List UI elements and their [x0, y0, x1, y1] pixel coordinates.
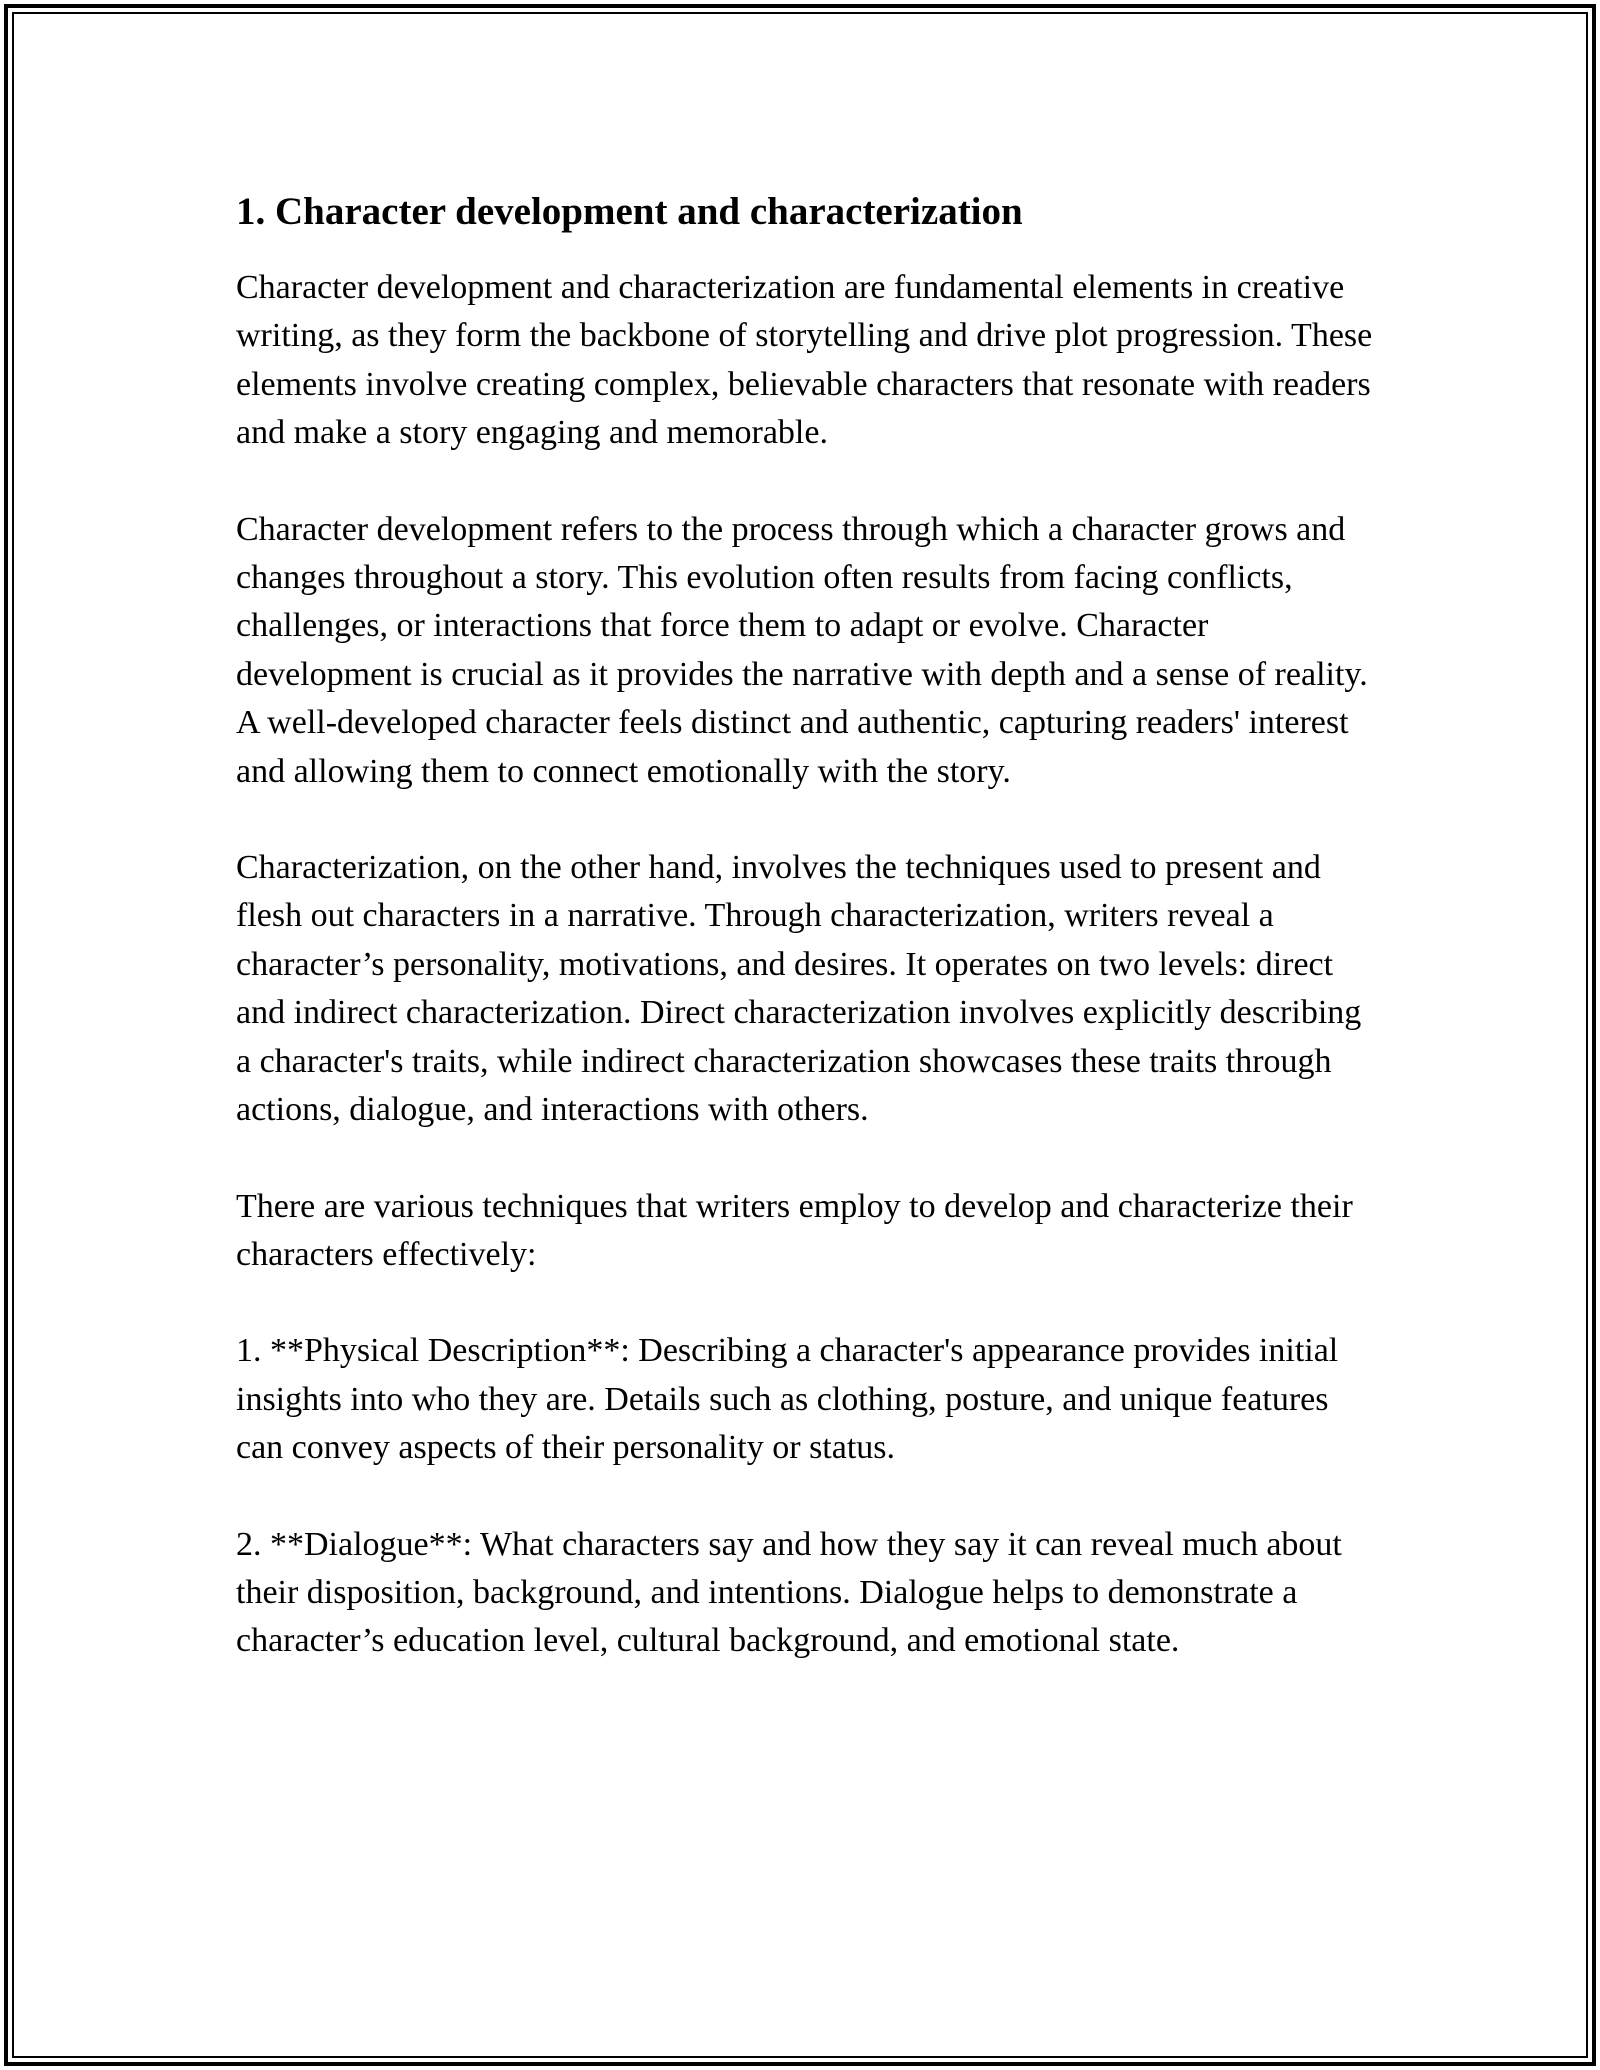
list-item-dialogue: 2. **Dialogue**: What characters say and how they say it can reveal much about their disposition, background, and intentions. Dialogue helps to demonstrate a character’s education level, cultural background, and emotional state.	[236, 1525, 1342, 1660]
section-heading: 1. Character development and characterization	[236, 190, 1023, 233]
paragraph-character-development: Character development refers to the process through which a character grows and changes throughout a story. This evolution often results from facing conflicts, challenges, or interactions that force them to adapt or evolve. Character development is crucial as it provides the narrative with depth and a sense of reality. A well-developed character feels distinct and authentic, capturing readers' interest and allowing them to connect emotionally with the story.	[236, 510, 1368, 790]
list-item-physical-description: 1. **Physical Description**: Describing a character's appearance provides initial insights into who they are. Details such as clothing, posture, and unique features can convey aspects of their personality or status.	[236, 1332, 1339, 1467]
paragraph-techniques-intro: There are various techniques that writers employ to develop and characterize their characters effectively:	[236, 1187, 1353, 1273]
paragraph-characterization: Characterization, on the other hand, involves the techniques used to present and flesh out characters in a narrative. Through characterization, writers reveal a character’s personality, motivations, and desires. It operates on two levels: direct and indirect characterization. Direct characterization involves explicitly describing a character's traits, while indirect characterization showcases these traits through actions, dialogue, and interactions with others.	[236, 849, 1362, 1129]
paragraph-intro: Character development and characterization are fundamental elements in creative writing, as they form the backbone of storytelling and drive plot progression. These elements involve creating complex, believable characters that resonate with readers and make a story engaging and memorable.	[236, 269, 1373, 452]
document-body	[236, 186, 1376, 1714]
